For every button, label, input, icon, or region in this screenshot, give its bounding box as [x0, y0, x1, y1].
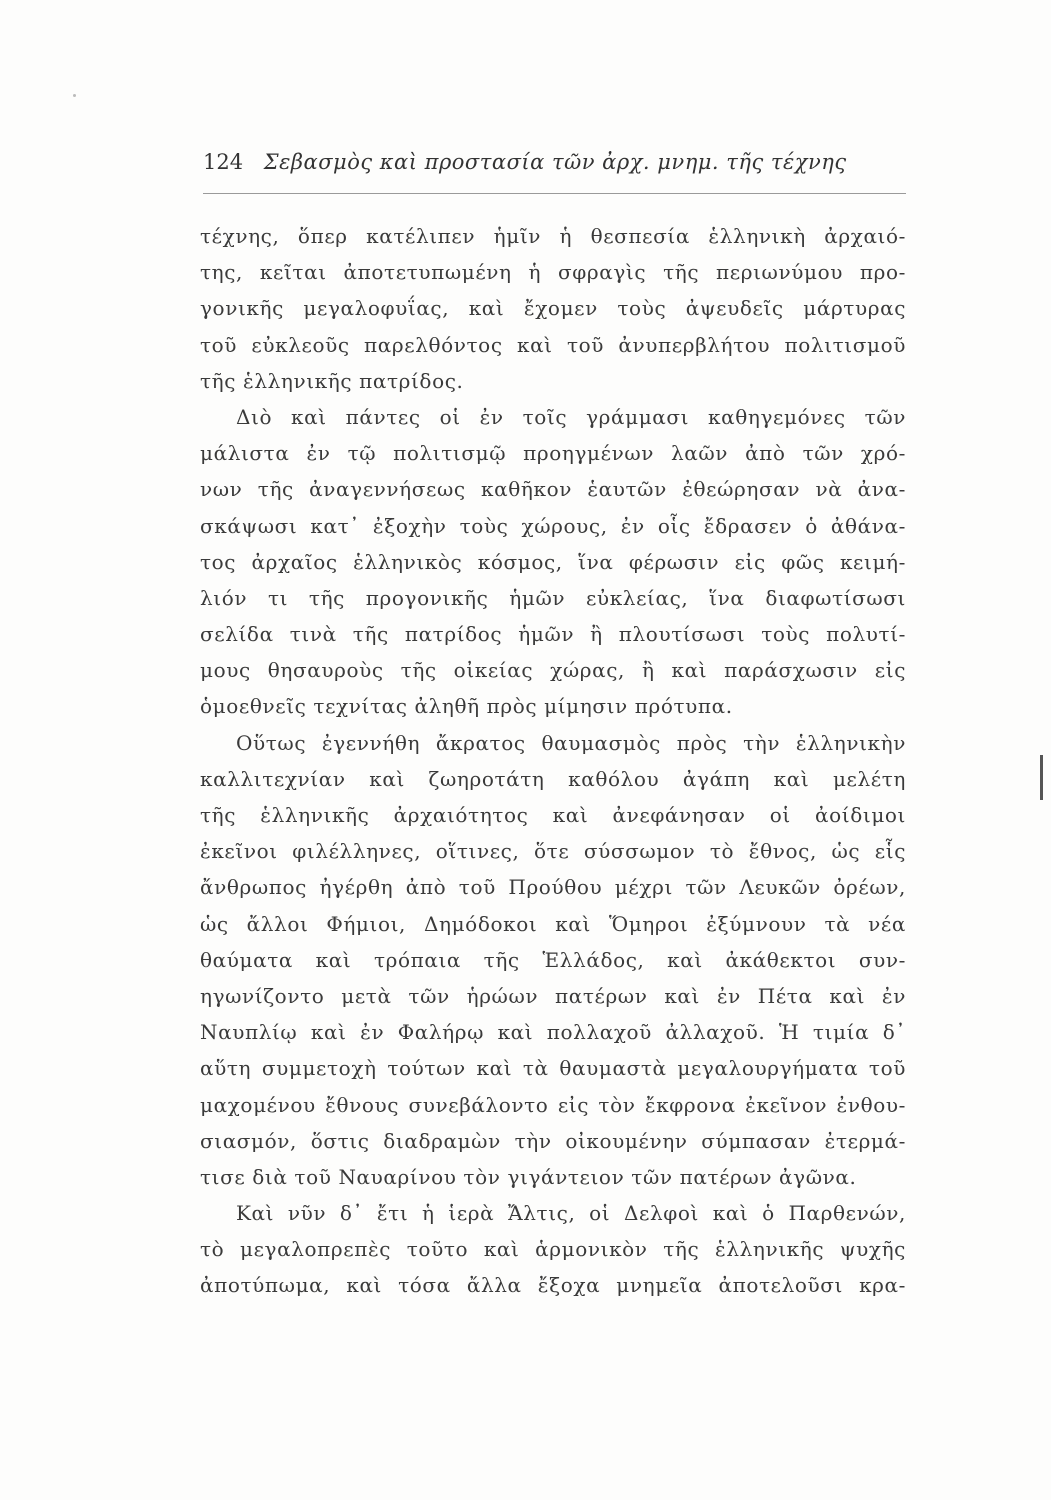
text-line: ὁμοεθνεῖς τεχνίτας ἀληθῆ πρὸς μίμησιν πρότυπα. — [200, 694, 733, 719]
page-number: 124 — [203, 150, 244, 174]
text-line: καλλιτεχνίαν καὶ ζωηροτάτη καθόλου ἀγάπη καὶ μελέτη — [200, 766, 906, 791]
text-line: τος ἀρχαῖος ἑλληνικὸς κόσμος, ἵνα φέρωσιν εἰς φῶς κειμή- — [200, 549, 906, 574]
text-line: τῆς ἑλληνικῆς ἀρχαιότητος καὶ ἀνεφάνησαν οἱ ἀοίδιμοι — [200, 803, 906, 827]
paper-speck — [73, 94, 76, 97]
paragraph-start-line: Διὸ καὶ πάντες οἱ ἐν τοῖς γράμμασι καθηγεμόνες τῶν — [236, 404, 906, 429]
text-line: μαχομένου ἔθνους συνεβάλοντο εἰς τὸν ἔκφρονα ἐκεῖνον ἐνθου- — [200, 1092, 906, 1117]
text-line: σιασμόν, ὅστις διαδραμὼν τὴν οἰκουμένην σύμπασαν ἐτερμά- — [200, 1128, 906, 1153]
text-line: τῆς ἑλληνικῆς πατρίδος. — [200, 368, 464, 393]
margin-mark — [1040, 755, 1043, 800]
text-line: γονικῆς μεγαλοφυΐας, καὶ ἔχομεν τοὺς ἀψευδεῖς μάρτυρας — [200, 296, 906, 321]
paragraph-start-line: Καὶ νῦν δ᾽ ἔτι ἡ ἱερὰ Ἄλτις, οἱ Δελφοὶ καὶ ὁ Παρθενών, — [236, 1201, 906, 1226]
running-header — [203, 150, 903, 190]
text-line: τοῦ εὐκλεοῦς παρελθόντος καὶ τοῦ ἀνυπερβλήτου πολιτισμοῦ — [200, 332, 906, 357]
text-line: λιόν τι τῆς προγονικῆς ἡμῶν εὐκλείας, ἵνα διαφωτίσωσι — [200, 585, 906, 610]
text-line: θαύματα καὶ τρόπαια τῆς Ἑλλάδος, καὶ ἀκάθεκτοι συν- — [200, 947, 906, 972]
text-line: μάλιστα ἐν τῷ πολιτισμῷ προηγμένων λαῶν ἀπὸ τῶν χρό- — [200, 441, 906, 466]
text-line: ἄνθρωπος ἠγέρθη ἀπὸ τοῦ Προύθου μέχρι τῶν Λευκῶν ὀρέων, — [200, 875, 906, 900]
text-line: ηγωνίζοντο μετὰ τῶν ἡρώων πατέρων καὶ ἐν Πέτα καὶ ἐν — [200, 983, 906, 1008]
text-line: ὡς ἄλλοι Φήμιοι, Δημόδοκοι καὶ Ὅμηροι ἐξύμνουν τὰ νέα — [200, 911, 906, 936]
text-line: νων τῆς ἀναγεννήσεως καθῆκον ἑαυτῶν ἐθεώρησαν νὰ ἀνα- — [200, 477, 906, 502]
text-line: της, κεῖται ἀποτετυπωμένη ἡ σφραγὶς τῆς περιωνύμου προ- — [200, 260, 906, 285]
text-line: ἀποτύπωμα, καὶ τόσα ἄλλα ἔξοχα μνημεῖα ἀποτελοῦσι κρα- — [200, 1273, 906, 1298]
text-line: σκάψωσι κατ᾽ ἐξοχὴν τοὺς χώρους, ἐν οἷς ἔδρασεν ὁ ἀθάνα- — [200, 513, 906, 538]
text-line: τὸ μεγαλοπρεπὲς τοῦτο καὶ ἁρμονικὸν τῆς ἑλληνικῆς ψυχῆς — [200, 1237, 906, 1262]
running-title: Σεβασμὸς καὶ προστασία τῶν ἀρχ. μνημ. τῆς τέχνης — [263, 150, 847, 174]
text-line: αὕτη συμμετοχὴ τούτων καὶ τὰ θαυμαστὰ μεγαλουργήματα τοῦ — [200, 1056, 906, 1081]
header-rule — [203, 193, 906, 194]
text-line: Ναυπλίῳ καὶ ἐν Φαλήρῳ καὶ πολλαχοῦ ἀλλαχοῦ. Ἡ τιμία δ᾽ — [200, 1020, 906, 1045]
text-line: τισε διὰ τοῦ Ναυαρίνου τὸν γιγάντειον τῶν πατέρων ἀγῶνα. — [200, 1164, 857, 1189]
text-line: τέχνης, ὅπερ κατέλιπεν ἡμῖν ἡ θεσπεσία ἑλληνικὴ ἀρχαιό- — [200, 224, 906, 248]
text-line: σελίδα τινὰ τῆς πατρίδος ἡμῶν ἢ πλουτίσωσι τοὺς πολυτί- — [200, 622, 906, 647]
text-line: μους θησαυροὺς τῆς οἰκείας χώρας, ἢ καὶ παράσχωσιν εἰς — [200, 658, 906, 683]
body-text — [200, 218, 906, 1304]
paragraph-start-line: Οὕτως ἐγεννήθη ἄκρατος θαυμασμὸς πρὸς τὴν ἑλληνικὴν — [236, 730, 906, 755]
text-line: ἐκεῖνοι φιλέλληνες, οἵτινες, ὅτε σύσσωμον τὸ ἔθνος, ὡς εἷς — [200, 839, 906, 864]
